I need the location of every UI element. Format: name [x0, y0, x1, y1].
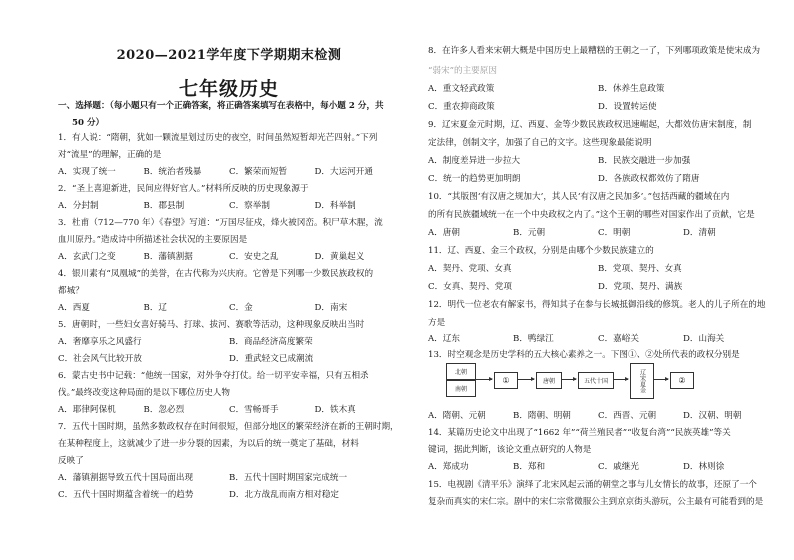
answer-option[interactable]: A．重文轻武政策 [428, 84, 495, 94]
answer-option[interactable]: B．五代十国时期国家完成统一 [229, 473, 348, 483]
answer-option[interactable]: D．山海关 [683, 334, 725, 344]
answer-option[interactable]: A．隋朝、元朝 [428, 411, 486, 421]
answer-option[interactable]: C．西晋、元朝 [598, 411, 657, 421]
answer-option[interactable]: C．金 [229, 303, 253, 313]
answer-option[interactable]: C．戚继光 [598, 462, 639, 472]
question-text-line: 血川原丹。”造成诗中所描述社会状况的主要原因是 [58, 235, 248, 245]
exam-title: 2020—2021学年度下学期期末检测 [116, 48, 342, 63]
answer-option[interactable]: B．藩镇割据 [143, 252, 193, 262]
answer-option[interactable]: C．安史之乱 [229, 252, 279, 262]
question-text-line: 9．辽宋夏金元时期，辽、西夏、金等少数民族政权迅速崛起，大都效仿唐宋制度，制 [428, 120, 752, 130]
timeline-box-beichao: 北朝 [446, 363, 476, 380]
question-text-line: 15．电视剧《清平乐》演绎了北宋风起云涌的朝堂之事与儿女情长的故事，还原了一个 [428, 480, 757, 490]
answer-option[interactable]: C．五代十国时期蕴含着统一的趋势 [58, 490, 194, 500]
answer-option[interactable]: B．元朝 [513, 228, 546, 238]
answer-option[interactable]: C．统一的趋势更加明朗 [428, 174, 521, 184]
answer-option[interactable]: D．重武轻文已成潮流 [229, 354, 314, 364]
question-text-line: 50 分） [72, 118, 105, 128]
timeline-arrow [654, 379, 668, 380]
answer-option[interactable]: A．郑成功 [428, 462, 469, 472]
answer-option[interactable]: B．辽 [143, 303, 168, 313]
answer-option[interactable]: D．设置转运使 [598, 102, 657, 112]
question-text-line: 2．“圣上喜迎新进，民间应得好官人。”材料所反映的历史现象源于 [58, 184, 309, 194]
answer-option[interactable]: A．唐朝 [428, 228, 460, 238]
timeline-arrow [476, 379, 492, 380]
question-text-line: 7．五代十国时期，虽然多数政权存在时间很短，但部分地区的繁荣经济在新的王朝时期， [58, 422, 399, 432]
question-text-line: 对“流星”的理解，正确的是 [58, 150, 162, 160]
subject-title: 七年级历史 [178, 78, 279, 100]
answer-option[interactable]: D．汉朝、明朝 [683, 411, 742, 421]
question-text-line: 在某种程度上，这就减少了进一步分裂的因素，为以后的统一奠定了基础，材料 [58, 439, 359, 449]
answer-option[interactable]: A．分封制 [58, 201, 99, 211]
answer-option[interactable]: C．嘉峪关 [598, 334, 639, 344]
answer-option[interactable]: B．郑和 [513, 462, 546, 472]
answer-option[interactable]: A．西夏 [58, 303, 90, 313]
answer-option[interactable]: A．奢靡享乐之风盛行 [58, 337, 142, 347]
question-text-line: 3．杜甫（712—770 年）《春望》写道：“万国尽征戍，烽火被冈峦。积尸草木腥，流 [58, 218, 383, 228]
timeline-box-2: ② [670, 372, 694, 389]
answer-option[interactable]: B．统治者残暴 [143, 167, 202, 177]
question-text-line: 12．明代一位老农有解家书，得知其子在参与长城抵御沿线的修筑。老人的儿子所在的地 [428, 300, 766, 310]
answer-option[interactable]: B．郡县制 [143, 201, 185, 211]
answer-option[interactable]: A．契丹、党项、女真 [428, 264, 512, 274]
answer-option[interactable]: B．鸭绿江 [513, 334, 554, 344]
answer-option[interactable]: C．察举制 [229, 201, 270, 211]
answer-option[interactable]: A．实现了统一 [58, 167, 116, 177]
answer-option[interactable]: A．辽东 [428, 334, 460, 344]
question-text-line: 方是 [428, 318, 446, 328]
answer-option[interactable]: A．耶律阿保机 [58, 405, 116, 415]
answer-option[interactable]: C．繁荣而短暂 [229, 167, 288, 177]
answer-option[interactable]: B．休养生息政策 [598, 84, 665, 94]
answer-option[interactable]: B．商品经济高度繁荣 [229, 337, 313, 347]
question-text-line: 伐。”最终改变这种局面的是以下哪位历史人物 [58, 388, 230, 398]
question-text-line: 6．蒙古史书中记载：“他统一国家，对外争夺打仗。给一切平安幸福，只有五相杀 [58, 371, 369, 381]
timeline-box-tang: 唐朝 [536, 372, 562, 389]
question-text-line: 11．辽、西夏、金三个政权，分别是由哪个少数民族建立的 [428, 246, 654, 256]
timeline-box-nanchao: 南朝 [446, 380, 476, 397]
timeline-box-1: ① [494, 372, 518, 389]
timeline-arrow [518, 379, 534, 380]
answer-option[interactable]: D．南宋 [314, 303, 348, 313]
question-text-line: “弱宋”的主要原因 [428, 66, 497, 76]
answer-option[interactable]: B．隋朝、明朝 [513, 411, 571, 421]
answer-option[interactable]: D．铁木真 [314, 405, 356, 415]
question-text-line: 定法律，创制文字，加强了自己的文字。这些现象最能说明 [428, 138, 652, 148]
timeline-arrow [614, 379, 628, 380]
answer-option[interactable]: C．女真、契丹、党项 [428, 282, 512, 292]
question-text-line: 复杂而真实的宋仁宗。剧中的宋仁宗常微服公主到京京街头游玩，公主最有可能看到的是 [428, 497, 764, 507]
question-text-line: 都城？ [58, 286, 84, 296]
question-text-line: 的所有民族疆域统一在一个中央政权之内了。”这个王朝的哪些对国家作出了贡献，它是 [428, 210, 755, 220]
answer-option[interactable]: C．明朝 [598, 228, 631, 238]
question-text-line: 4．银川素有“凤凰城”的美誉，在古代称为兴庆府。它曾是下列哪一少数民族政权的 [58, 269, 374, 279]
answer-option[interactable]: D．大运河开通 [314, 167, 373, 177]
answer-option[interactable]: A．制度差异进一步拉大 [428, 156, 521, 166]
question-text-line: 13．时空观念是历史学科的五大核心素养之一。下图①、②处所代表的政权分别是 [428, 350, 740, 360]
answer-option[interactable]: C．社会风气比较开放 [58, 354, 142, 364]
question-text-line: 反映了 [58, 456, 84, 466]
question-text-line: 10．“其版图‘有汉唐之规加大’，其人民‘有汉唐之民加多’。”包括西藏的疆域在内 [428, 192, 730, 202]
answer-option[interactable]: A．藩镇割据导致五代十国局面出现 [58, 473, 194, 483]
question-text-line: 一、选择题：（每小题只有一个正确答案，将正确答案填写在表格中，每小题 2 分，共 [58, 101, 384, 111]
answer-option[interactable]: D．林则徐 [683, 462, 725, 472]
question-text-line: 键词，据此判断，该论文重点研究的人物是 [428, 445, 592, 455]
answer-option[interactable]: D．党项、契丹、满族 [598, 282, 683, 292]
answer-option[interactable]: D．黄巢起义 [314, 252, 365, 262]
timeline-box-liaosongxiajin: 辽宋夏金 [630, 363, 654, 399]
timeline-diagram [446, 363, 686, 397]
question-text-line: 8．在许多人看来宋朝大概是中国历史上最糟糕的王朝之一了，下列哪项政策是使宋成为 [428, 46, 761, 56]
answer-option[interactable]: B．党项、契丹、女真 [598, 264, 682, 274]
answer-option[interactable]: C．雪畅哥手 [229, 405, 279, 415]
answer-option[interactable]: D．各族政权都效仿了隋唐 [598, 174, 700, 184]
timeline-arrow [562, 379, 576, 380]
answer-option[interactable]: D．清朝 [683, 228, 716, 238]
answer-option[interactable]: A．玄武门之变 [58, 252, 116, 262]
timeline-box-wudai: 五代十国 [578, 372, 614, 389]
answer-option[interactable]: D．北方战乱而南方相对稳定 [229, 490, 340, 500]
answer-option[interactable]: C．重农抑商政策 [428, 102, 495, 112]
answer-option[interactable]: D．科举制 [314, 201, 356, 211]
answer-option[interactable]: B．民族交融进一步加强 [598, 156, 691, 166]
question-text-line: 1．有人说：“隋朝，犹如一颗流星划过历史的夜空，时间虽然短暂却光芒四射。”下列 [58, 133, 378, 143]
question-text-line: 5．唐朝时，一些妇女喜好骑马、打球、拔河、赛歌等活动，这种现象反映出当时 [58, 320, 365, 330]
question-text-line: 14．某篇历史论文中出现了“1662 年”“荷兰殖民者”“收复台湾”“民族英雄”等关 [428, 428, 731, 438]
answer-option[interactable]: B．忽必烈 [143, 405, 185, 415]
